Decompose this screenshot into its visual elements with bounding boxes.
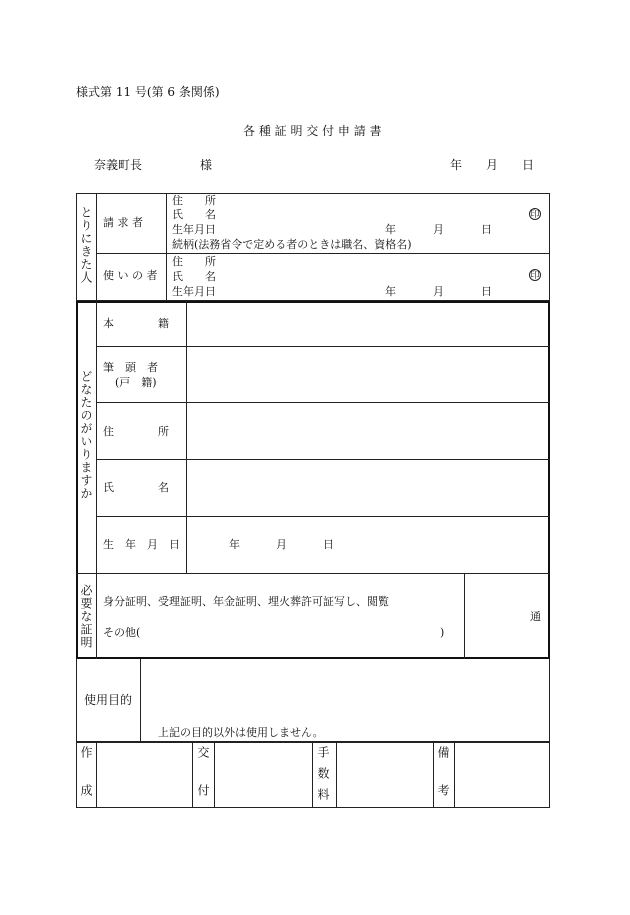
subject-dob-day: 日 xyxy=(323,538,334,551)
created-label: 作成 xyxy=(79,746,93,822)
cert-other-open: その他( xyxy=(103,626,141,639)
applicant-dob-label: 生年月日 xyxy=(172,223,216,236)
form-title: 各 種 証 明 交 付 申 請 書 xyxy=(243,124,382,138)
honseki-label: 本 籍 xyxy=(103,317,169,330)
subject-name-label: 氏 名 xyxy=(103,481,169,494)
office-use-row xyxy=(76,742,550,808)
form-number: 様式第 11 号(第 6 条関係) xyxy=(76,85,220,99)
purpose-note: 上記の目的以外は使用しません。 xyxy=(158,726,324,739)
applicant-label: 請 求 者 xyxy=(103,216,143,229)
applicant-dob-year: 年 xyxy=(385,223,396,236)
agent-name-label: 氏 名 xyxy=(172,270,216,283)
hittousha-sub-label: (戸 籍) xyxy=(115,376,157,389)
fee-label: 手数料 xyxy=(316,746,330,809)
addressee: 奈義町長 xyxy=(94,158,143,172)
agent-label: 使 い の 者 xyxy=(103,269,158,282)
purpose-label: 使用目的 xyxy=(84,693,133,707)
applicant-address-label: 住 所 xyxy=(172,194,216,207)
visitor-group-label: とりにきた人 xyxy=(79,206,93,284)
subject-dob-month: 月 xyxy=(276,538,287,551)
date-year-label: 年 xyxy=(450,158,463,172)
subject-group-label: どなたのがいりますか xyxy=(79,370,93,500)
applicant-seal: 印 xyxy=(530,210,540,220)
copies-unit: 通 xyxy=(530,610,541,623)
date-day-label: 日 xyxy=(522,158,535,172)
remarks-label: 備考 xyxy=(436,746,450,822)
agent-seal: 印 xyxy=(530,271,540,281)
agent-dob-label: 生年月日 xyxy=(172,285,216,298)
agent-dob-year: 年 xyxy=(385,285,396,298)
applicant-name-label: 氏 名 xyxy=(172,208,216,221)
hittousha-label: 筆 頭 者 xyxy=(103,361,158,374)
subject-dob-label: 生 年 月 日 xyxy=(103,538,180,551)
issued-label: 交付 xyxy=(196,746,210,822)
certs-group-label: 必要な証明 xyxy=(79,584,93,649)
date-month-label: 月 xyxy=(486,158,499,172)
subject-address-label: 住 所 xyxy=(103,425,169,438)
cert-types: 身分証明、受理証明、年金証明、埋火葬許可証写し、閲覧 xyxy=(103,595,389,608)
agent-dob-month: 月 xyxy=(433,285,444,298)
subject-dob-year: 年 xyxy=(229,538,240,551)
applicant-dob-month: 月 xyxy=(433,223,444,236)
agent-address-label: 住 所 xyxy=(172,255,216,268)
agent-dob-day: 日 xyxy=(481,285,492,298)
cert-other-close: ) xyxy=(440,626,445,639)
applicant-relationship-label: 続柄(法務省令で定める者のときは職名、資格名) xyxy=(172,238,412,251)
applicant-dob-day: 日 xyxy=(481,223,492,236)
honorific: 様 xyxy=(200,158,213,172)
